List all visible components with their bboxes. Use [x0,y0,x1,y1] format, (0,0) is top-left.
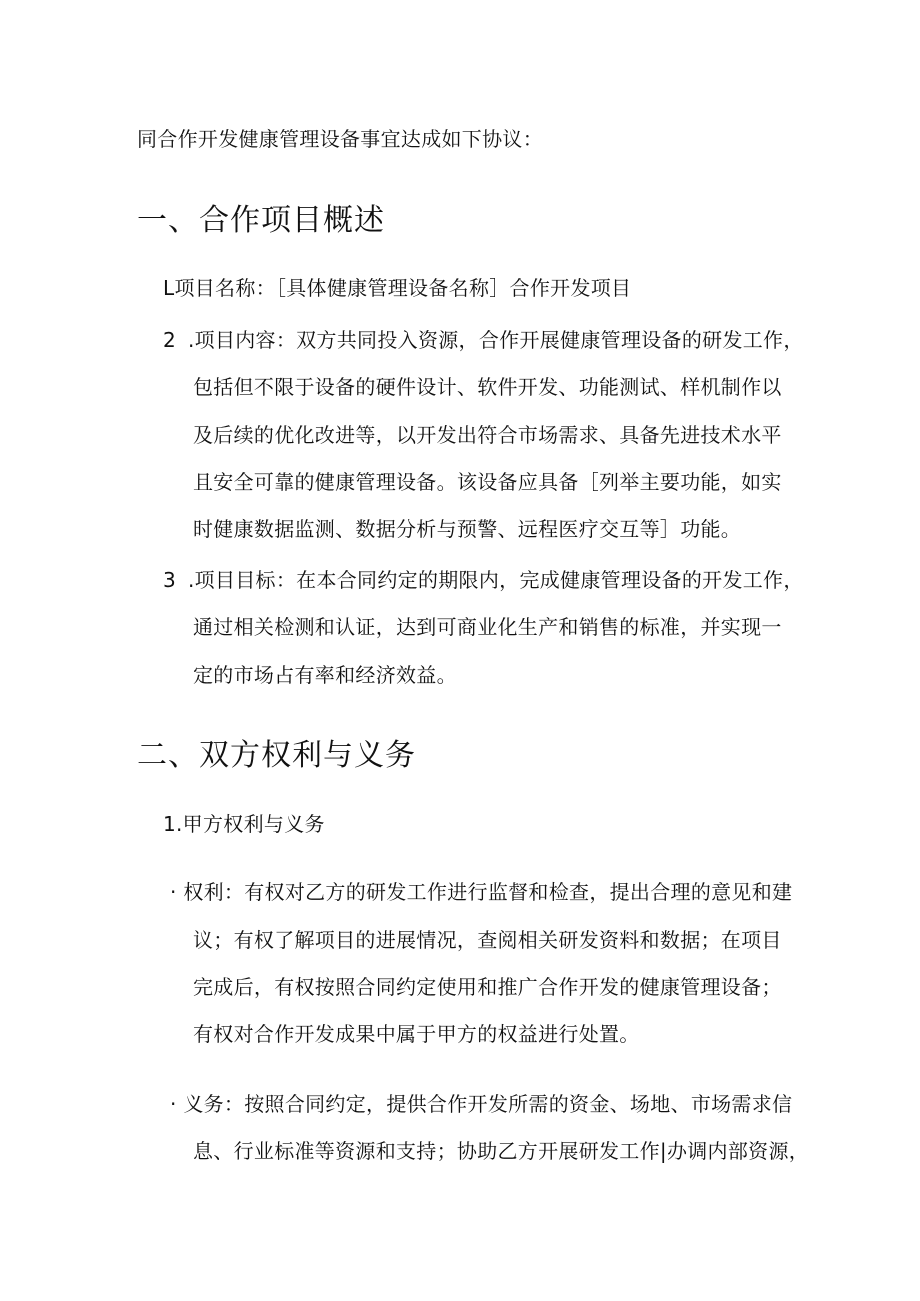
section1-item2-line: 及后续的优化改进等，以开发出符合市场需求、具备先进技术水平 [193,423,782,447]
rights-line: 完成后，有权按照合同约定使用和推广合作开发的健康管理设备； [193,975,782,999]
section1-item2-line: .项目内容：双方共同投入资源，合作开展健康管理设备的研发工作， [188,328,804,352]
rights-line: 有权对合作开发成果中属于甲方的权益进行处置。 [193,1022,640,1046]
section1-item3-line: .项目目标：在本合同约定的期限内，完成健康管理设备的开发工作， [188,568,804,592]
section1-item3-line: 通过相关检测和认证，达到可商业化生产和销售的标准，并实现一 [193,615,782,639]
section1-title: 一、合作项目概述 [137,203,385,238]
section1-item3-line: 定的市场占有率和经济效益。 [193,663,457,687]
section1-item2-line: 且安全可靠的健康管理设备。该设备应具备［列举主要功能，如实 [193,470,782,494]
section1-item2-line: 包括但不限于设备的硬件设计、软件开发、功能测试、样机制作以 [193,375,782,399]
section1-item1: L项目名称：［具体健康管理设备名称］合作开发项目 [163,276,632,300]
rights-line: 议；有权了解项目的进展情况，查阅相关研发资料和数据；在项目 [193,928,782,952]
section1-item3-number: 3 [163,568,176,592]
section1-item2-number: 2 [163,328,176,352]
duties-line: 息、行业标准等资源和支持；协助乙方开展研发工作|办调内部资源， [193,1139,810,1163]
rights-line: · 权利：有权对乙方的研发工作进行监督和检查，提出合理的意见和建 [170,880,793,904]
section2-title: 二、双方权利与义务 [137,738,416,773]
section2-subheading: 1.甲方权利与义务 [163,812,325,836]
intro-text: 同合作开发健康管理设备事宜达成如下协议： [137,127,543,151]
duties-line: · 义务：按照合同约定，提供合作开发所需的资金、场地、市场需求信 [170,1092,793,1116]
section1-item2-line: 时健康数据监测、数据分析与预警、远程医疗交互等］功能。 [193,517,742,541]
